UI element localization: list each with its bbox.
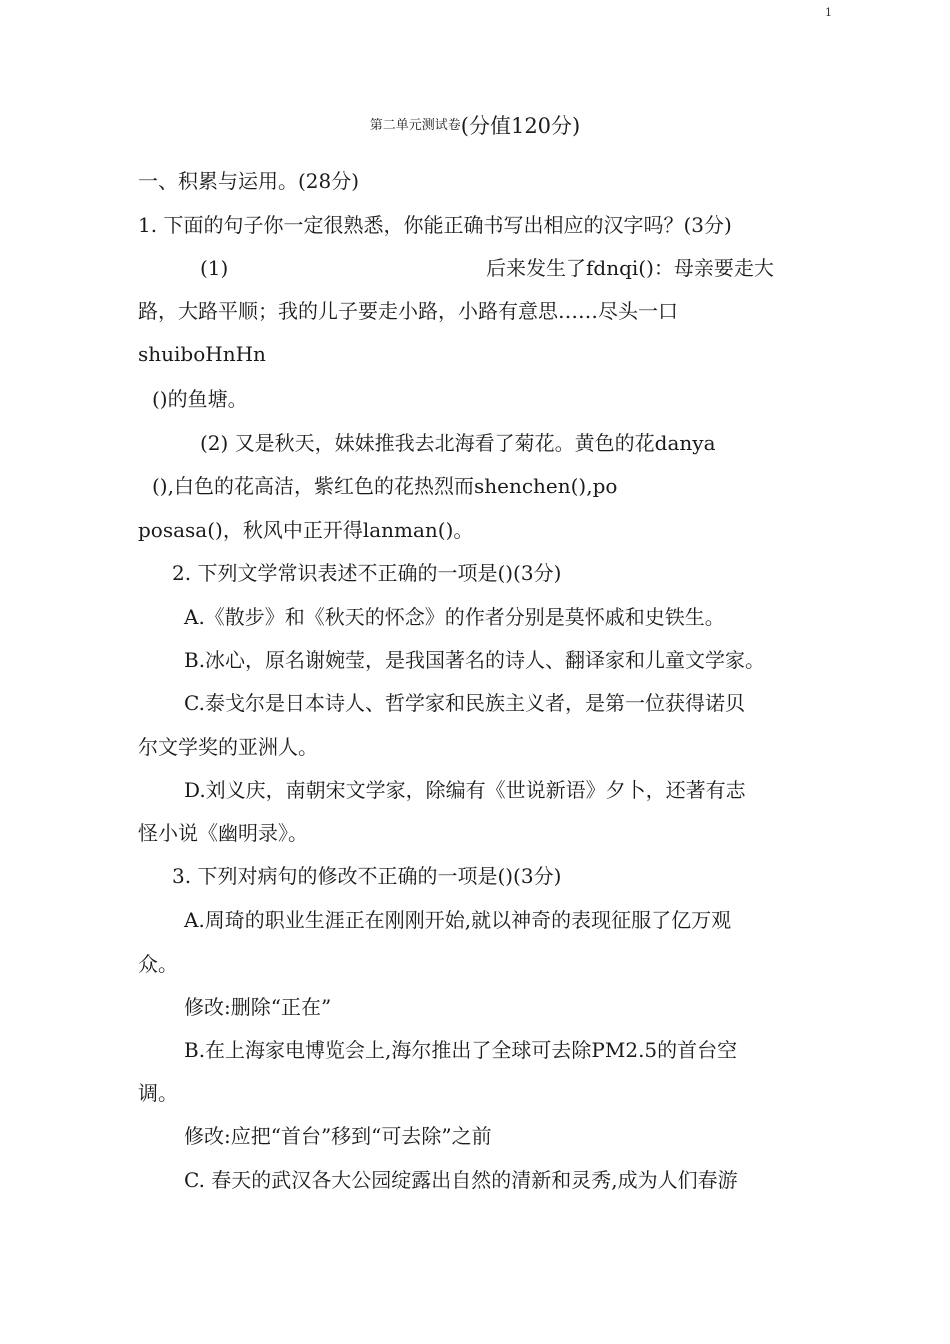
question-3-option-b-line2: 调。 xyxy=(138,1081,178,1105)
question-1-part-1-label: (1) xyxy=(200,256,229,280)
question-2-option-d-line2: 怪小说《幽明录》。 xyxy=(138,821,308,845)
question-3-option-b: B.在上海家电博览会上,海尔推出了全球可去除PM2.5的首台空 xyxy=(184,1038,738,1062)
question-2-option-c-line2: 尔文学奖的亚洲人。 xyxy=(138,735,318,759)
question-1-part-2-line2: (),白色的花高洁，紫红色的花热烈而shenchen(),po xyxy=(152,474,618,498)
question-3-option-c: C. 春天的武汉各大公园绽露出自然的清新和灵秀,成为人们春游 xyxy=(184,1168,738,1192)
question-2-option-a: A.《散步》和《秋天的怀念》的作者分别是莫怀戚和史铁生。 xyxy=(184,605,725,629)
page-title xyxy=(0,110,950,140)
question-3-stem: 3. 下列对病句的修改不正确的一项是()(3分) xyxy=(172,864,562,888)
question-3-option-a: A.周琦的职业生涯正在刚刚开始,就以神奇的表现征服了亿万观 xyxy=(184,908,732,932)
section-heading-1: 一、积累与运用。(28分) xyxy=(138,169,360,193)
question-1-part-2-line3: posasa()，秋风中正开得lanman()。 xyxy=(138,518,474,542)
question-2-stem: 2. 下列文学常识表述不正确的一项是()(3分) xyxy=(172,561,562,585)
question-1-part-1-line3: shuiboHnHn xyxy=(138,342,266,366)
question-1-stem: 1. 下面的句子你一定很熟悉，你能正确书写出相应的汉字吗？(3分) xyxy=(138,213,732,237)
question-3-option-a-line2: 众。 xyxy=(138,952,178,976)
question-2-option-d: D.刘义庆，南朝宋文学家，除编有《世说新语》夕卜，还著有志 xyxy=(184,778,746,802)
question-2-option-c: C.泰戈尔是日本诗人、哲学家和民族主义者，是第一位获得诺贝 xyxy=(184,691,745,715)
question-1-part-1-text: 后来发生了fdnqi()：母亲要走大 xyxy=(486,256,774,280)
question-2-option-b: B.冰心，原名谢婉莹，是我国著名的诗人、翻译家和儿童文学家。 xyxy=(184,648,766,672)
page-number: 1 xyxy=(825,6,832,19)
title-main: 第二单元测试卷 xyxy=(369,118,461,133)
question-1-part-1-line2: 路，大路平顺；我的儿子要走小路，小路有意思……尽头一口 xyxy=(138,299,678,323)
question-3-option-a-fix: 修改:删除“正在” xyxy=(184,995,332,1019)
question-1-part-1-line4: ()的鱼塘。 xyxy=(152,387,248,411)
question-1-part-2-text: (2) 又是秋天，妹妹推我去北海看了菊花。黄色的花danya xyxy=(200,431,716,455)
title-score: (分值120分) xyxy=(460,114,581,138)
question-3-option-b-fix: 修改:应把“首台”移到“可去除”之前 xyxy=(184,1124,492,1148)
